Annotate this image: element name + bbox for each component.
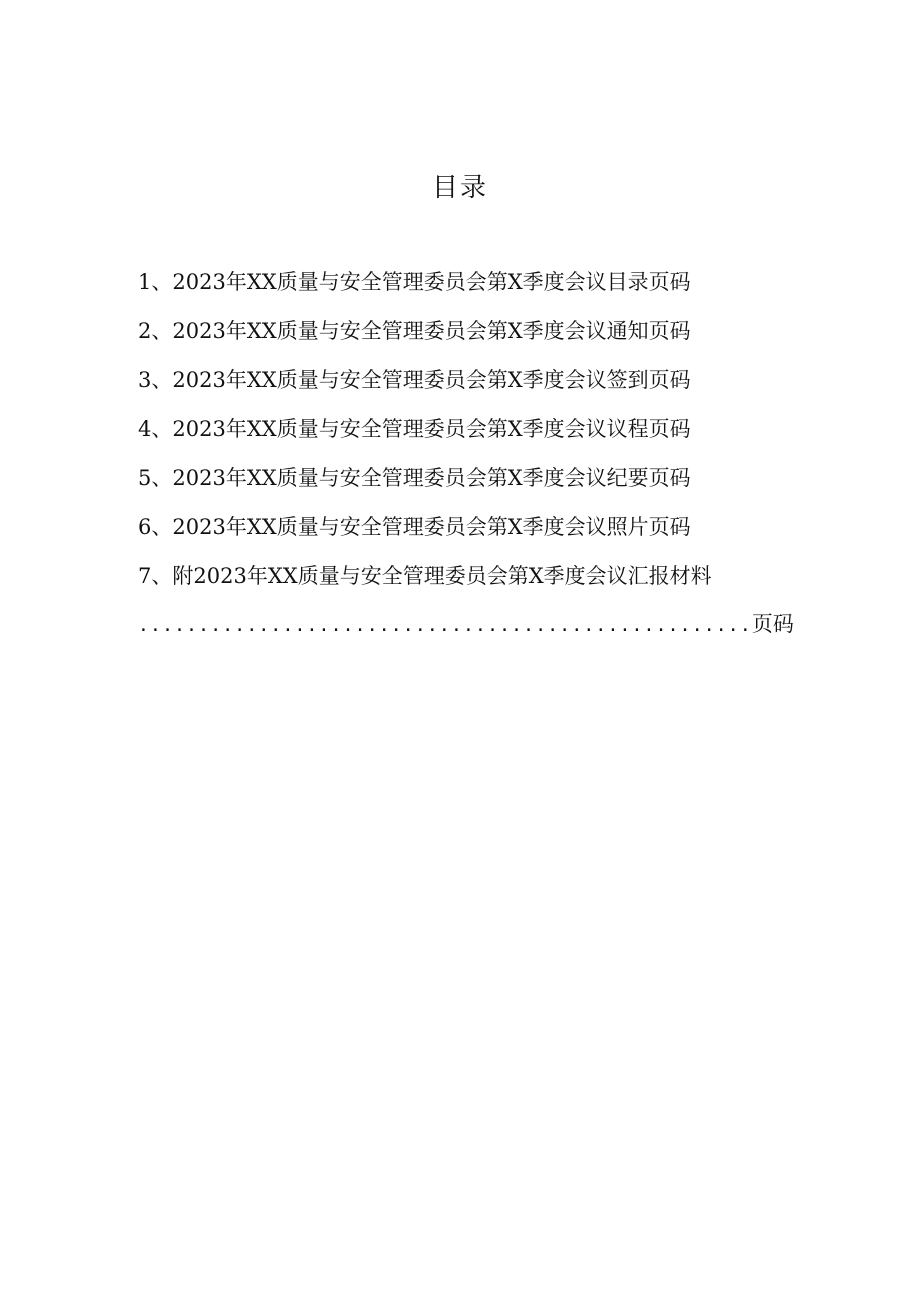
toc-item-number: 2、 <box>138 319 173 343</box>
page-title: 目录 <box>431 173 488 203</box>
toc-item-text: 附2023年XX质量与安全管理委员会第X季度会议汇报材料 <box>172 564 712 588</box>
leader-dots: ................................................... <box>138 615 752 636</box>
table-of-contents <box>138 258 798 601</box>
toc-item <box>138 405 798 454</box>
toc-item-number: 1、 <box>138 270 173 294</box>
toc-item-number: 4、 <box>138 417 173 441</box>
toc-item <box>138 307 798 356</box>
toc-item <box>138 356 798 405</box>
toc-item-text: 2023年XX质量与安全管理委员会第X季度会议照片页码 <box>172 515 691 539</box>
toc-item-number: 6、 <box>138 515 173 539</box>
toc-item-continuation <box>138 604 794 646</box>
toc-item-text: 2023年XX质量与安全管理委员会第X季度会议纪要页码 <box>172 466 691 490</box>
toc-item-number: 3、 <box>138 368 173 392</box>
toc-item <box>138 503 798 552</box>
page-number-label: 页码 <box>751 612 794 636</box>
toc-item-text: 2023年XX质量与安全管理委员会第X季度会议议程页码 <box>172 417 691 441</box>
toc-item <box>138 258 798 307</box>
toc-item-number: 5、 <box>138 466 173 490</box>
toc-item <box>138 552 798 601</box>
toc-item-text: 2023年XX质量与安全管理委员会第X季度会议目录页码 <box>172 270 691 294</box>
toc-item-number: 7、 <box>138 564 173 588</box>
toc-item-text: 2023年XX质量与安全管理委员会第X季度会议通知页码 <box>172 319 691 343</box>
toc-item <box>138 454 798 503</box>
toc-item-text: 2023年XX质量与安全管理委员会第X季度会议签到页码 <box>172 368 691 392</box>
